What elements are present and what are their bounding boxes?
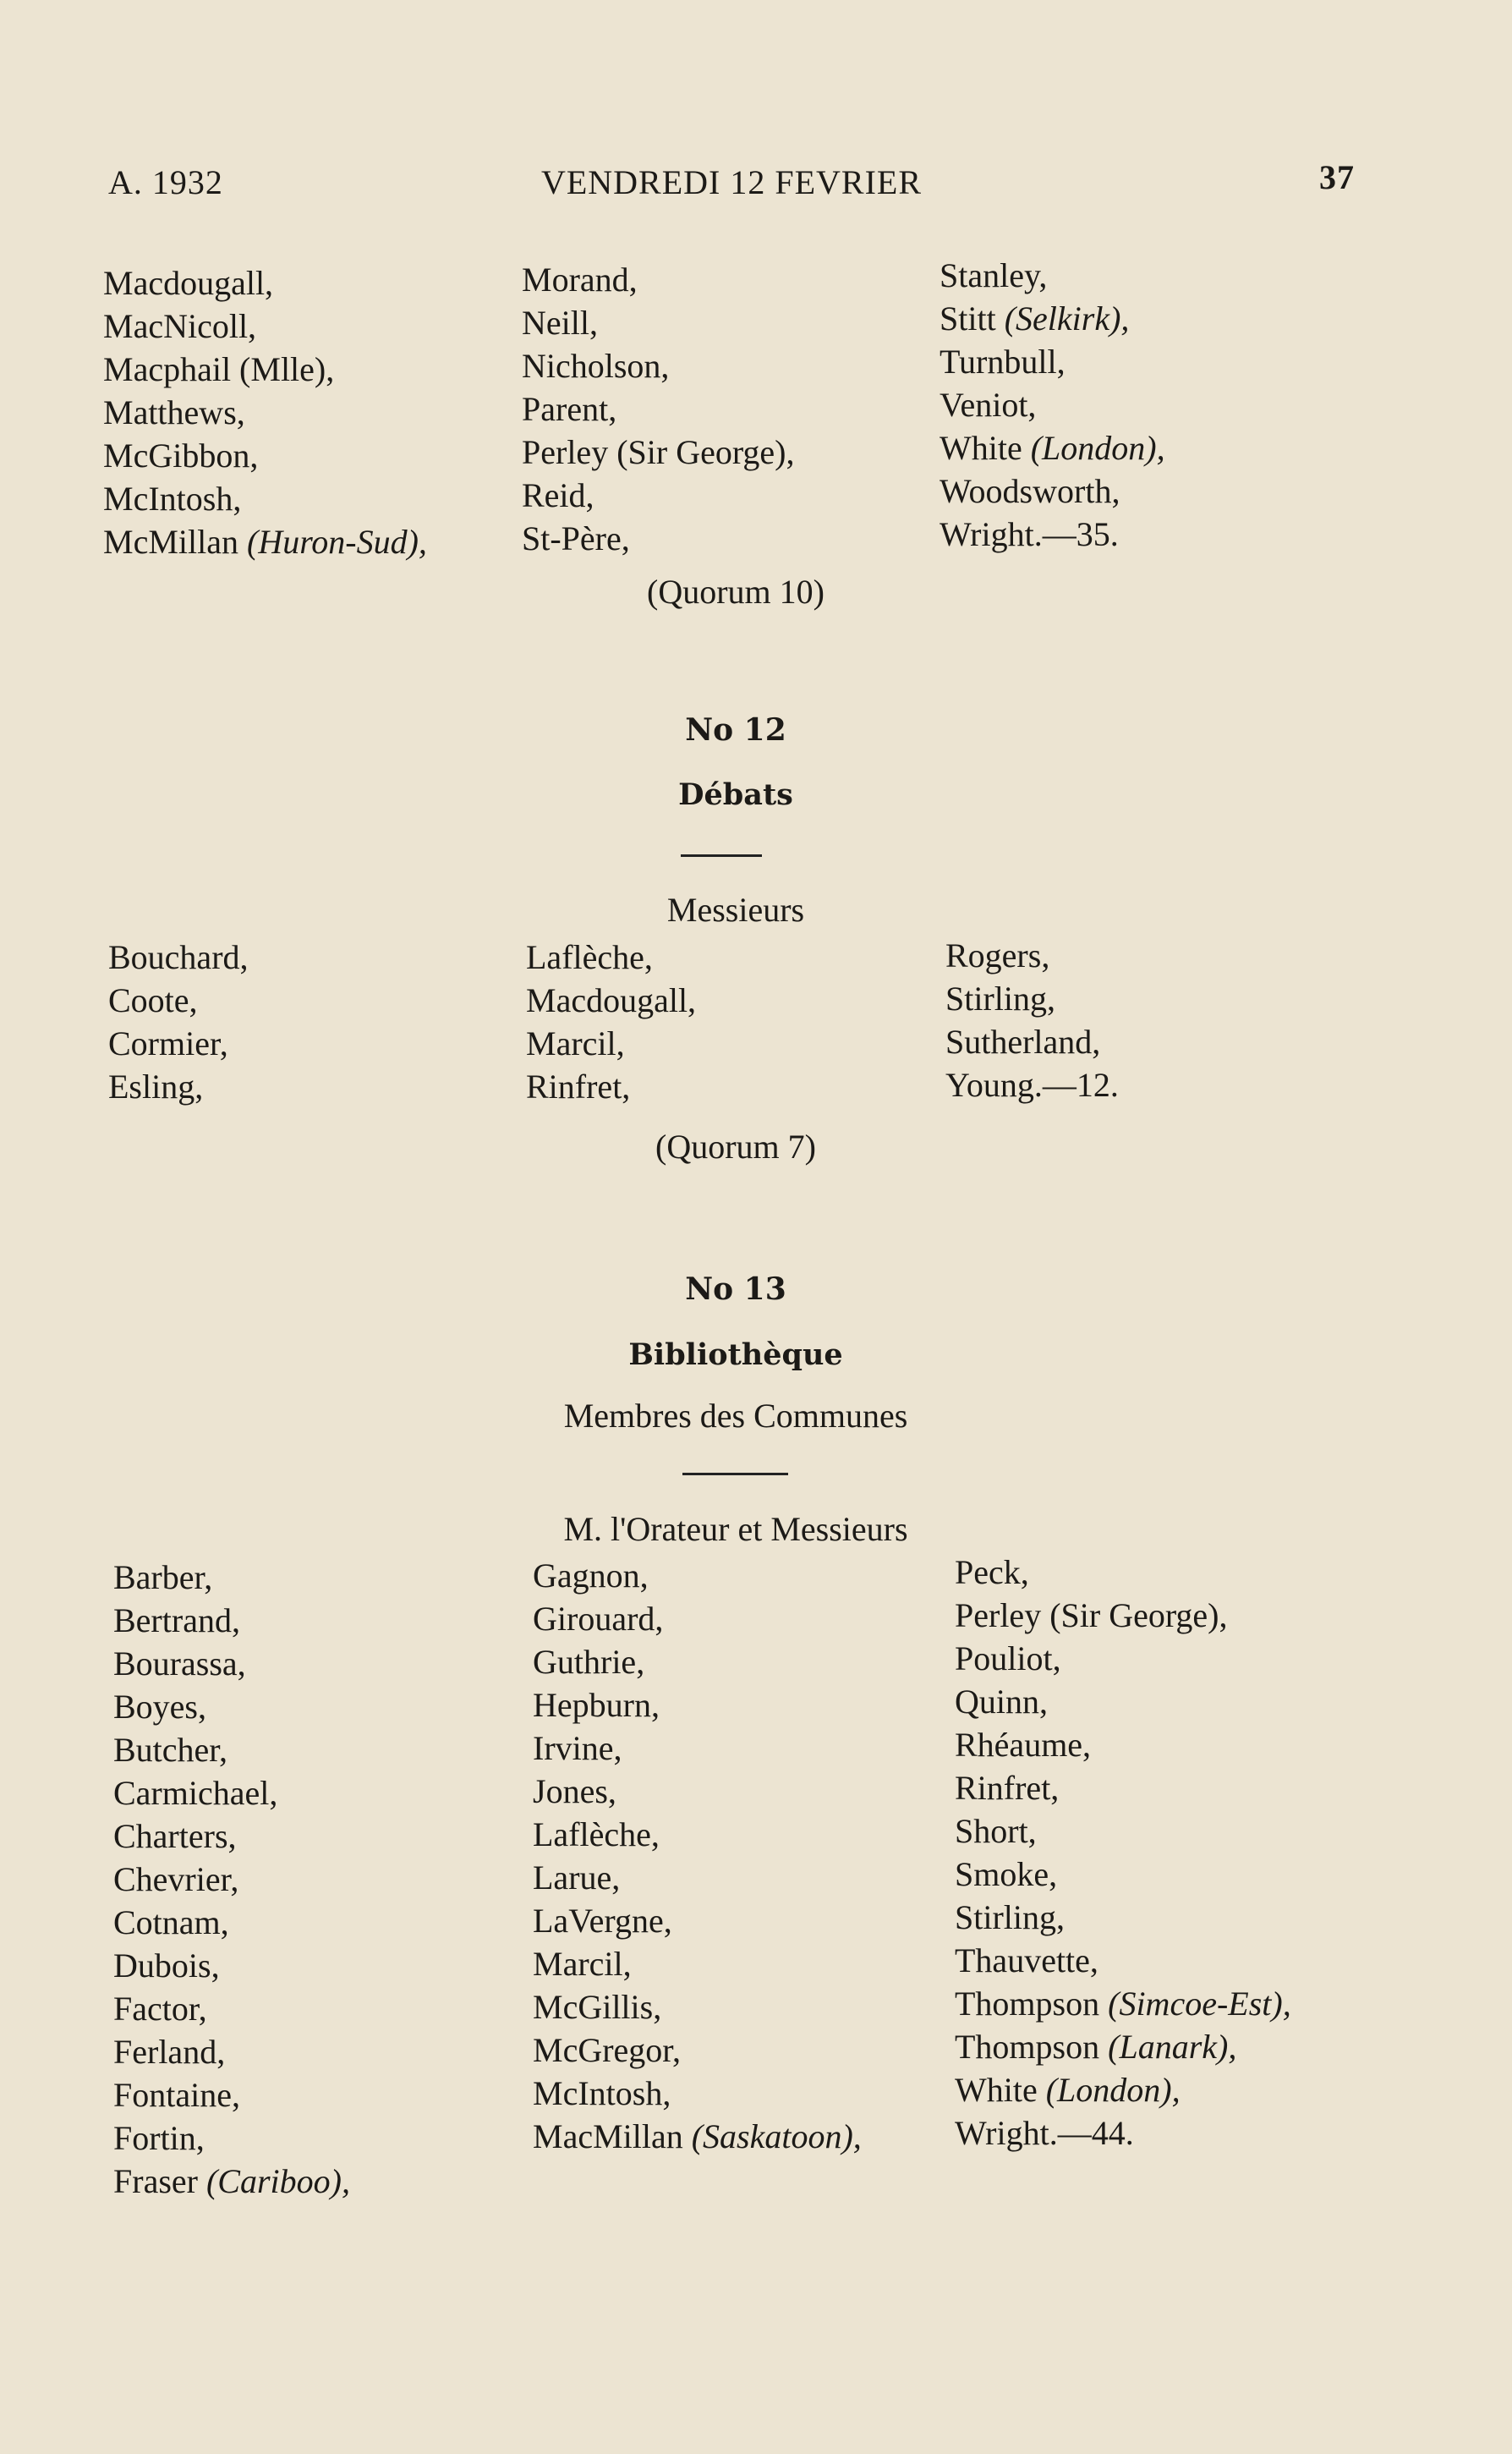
member-name: LaVergne,: [533, 1902, 672, 1940]
member-riding: (Saskatoon),: [691, 2117, 862, 2155]
member-entry: [955, 1853, 1291, 1896]
member-entry: [940, 469, 1165, 513]
member-name: Parent,: [522, 390, 617, 428]
section-13-column-3: [955, 1551, 1291, 2155]
member-entry: [940, 383, 1165, 426]
member-entry: [113, 2160, 350, 2203]
member-name: Carmichael,: [113, 1774, 278, 1812]
section-13-column-2: [533, 1554, 862, 2158]
member-entry: [526, 1065, 696, 1108]
member-name: Sutherland,: [945, 1023, 1101, 1061]
member-name: Laflèche,: [526, 938, 653, 976]
member-entry: [103, 348, 427, 391]
member-name: Macdougall,: [526, 981, 697, 1019]
member-name: Guthrie,: [533, 1643, 645, 1681]
member-name: McGregor,: [533, 2031, 681, 2069]
member-riding: (Simcoe-Est),: [1108, 1985, 1291, 2023]
member-name: Dubois,: [113, 1946, 220, 1985]
member-entry: [533, 1985, 862, 2029]
member-entry: [533, 1554, 862, 1597]
header-year: A. 1932: [108, 163, 223, 201]
member-name: McGillis,: [533, 1988, 662, 2026]
member-entry: [526, 936, 696, 979]
member-name: McGibbon,: [103, 436, 259, 475]
top-list-column-3: [940, 254, 1165, 556]
member-entry: [113, 1858, 350, 1901]
member-name: Rinfret,: [526, 1068, 631, 1106]
member-name: White: [955, 2071, 1038, 2109]
member-entry: [103, 391, 427, 434]
member-name: Butcher,: [113, 1731, 228, 1769]
top-list-column-1: [103, 261, 427, 563]
member-entry: [955, 1551, 1291, 1594]
member-name: Bouchard,: [108, 938, 249, 976]
member-entry: [103, 434, 427, 477]
member-entry: [522, 344, 795, 387]
member-name: Coote,: [108, 981, 198, 1019]
member-name: Fortin,: [113, 2119, 205, 2157]
member-entry: [103, 520, 427, 563]
member-entry: [108, 1065, 249, 1108]
member-entry: [113, 1685, 350, 1728]
member-entry: [522, 431, 795, 474]
member-name: Factor,: [113, 1990, 207, 2028]
member-name: Hepburn,: [533, 1686, 660, 1724]
member-entry: [113, 1901, 350, 1944]
member-entry: [940, 426, 1165, 469]
member-entry: [955, 1680, 1291, 1723]
member-riding: (Cariboo),: [205, 2162, 350, 2200]
section-13-subheading: M. l'Orateur et Messieurs: [563, 1510, 908, 1548]
member-entry: [113, 1728, 350, 1771]
member-name: Macdougall,: [103, 264, 274, 302]
member-entry: [103, 477, 427, 520]
member-entry: [522, 517, 795, 560]
member-riding: (London),: [1030, 429, 1165, 467]
member-entry: [533, 1640, 862, 1683]
member-entry: [103, 261, 427, 305]
section-13-number: No 13: [685, 1271, 786, 1307]
member-name: Jones,: [533, 1772, 616, 1810]
member-name: Young.—12.: [945, 1066, 1119, 1104]
member-riding: (Huron-Sud),: [246, 523, 427, 561]
top-quorum: (Quorum 10): [647, 573, 824, 611]
member-name: MacMillan: [533, 2117, 683, 2155]
member-entry: [955, 2068, 1291, 2111]
member-entry: [113, 2030, 350, 2073]
member-name: McIntosh,: [103, 480, 242, 518]
member-name: Stanley,: [940, 256, 1048, 294]
member-name: Marcil,: [533, 1945, 632, 1983]
member-name: Ferland,: [113, 2033, 226, 2071]
section-12-quorum: (Quorum 7): [655, 1128, 816, 1166]
member-riding: (Lanark),: [1108, 2028, 1237, 2066]
member-entry: [945, 1020, 1119, 1063]
member-entry: [940, 513, 1165, 556]
member-name: Veniot,: [940, 386, 1037, 424]
member-entry: [945, 1063, 1119, 1106]
member-name: Girouard,: [533, 1600, 664, 1638]
member-name: St-Père,: [522, 519, 630, 557]
member-name: Nicholson,: [522, 347, 670, 385]
member-name: Wright.—44.: [955, 2114, 1134, 2152]
member-name: Macphail (Mlle),: [103, 350, 335, 388]
member-name: McIntosh,: [533, 2074, 671, 2112]
member-entry: [522, 474, 795, 517]
member-name: Peck,: [955, 1553, 1029, 1591]
member-entry: [533, 1770, 862, 1813]
member-entry: [533, 2029, 862, 2072]
member-riding: (London),: [1045, 2071, 1181, 2109]
member-name: Laflèche,: [533, 1815, 660, 1853]
member-name: Reid,: [522, 476, 594, 514]
member-name: Stitt: [940, 299, 996, 338]
member-name: Irvine,: [533, 1729, 622, 1767]
member-entry: [113, 1814, 350, 1858]
member-entry: [526, 979, 696, 1022]
member-name: Woodsworth,: [940, 472, 1120, 510]
member-name: Gagnon,: [533, 1556, 649, 1595]
member-entry: [533, 1727, 862, 1770]
member-entry: [940, 254, 1165, 297]
member-entry: [113, 1771, 350, 1814]
member-entry: [940, 340, 1165, 383]
member-name: Rhéaume,: [955, 1726, 1092, 1764]
member-entry: [113, 1642, 350, 1685]
member-name: Stirling,: [955, 1898, 1066, 1936]
section-13-column-1: [113, 1556, 350, 2203]
member-name: Pouliot,: [955, 1639, 1061, 1677]
member-name: Cormier,: [108, 1024, 228, 1062]
member-name: Neill,: [522, 304, 598, 342]
member-name: Smoke,: [955, 1855, 1058, 1893]
member-name: Boyes,: [113, 1688, 206, 1726]
member-name: Wright.—35.: [940, 515, 1119, 553]
member-name: Perley (Sir George),: [955, 1596, 1228, 1634]
member-entry: [522, 301, 795, 344]
member-entry: [955, 1723, 1291, 1766]
member-name: Matthews,: [103, 393, 245, 431]
member-entry: [526, 1022, 696, 1065]
member-entry: [103, 305, 427, 348]
member-name: Charters,: [113, 1817, 237, 1855]
header-date: VENDREDI 12 FEVRIER: [540, 163, 923, 201]
member-entry: [955, 1939, 1291, 1982]
member-entry: [955, 2111, 1291, 2155]
member-entry: [533, 2115, 862, 2158]
member-entry: [533, 1597, 862, 1640]
section-13-divider: [682, 1473, 788, 1475]
member-entry: [955, 1896, 1291, 1939]
page-number: 37: [1319, 158, 1355, 196]
member-name: Thompson: [955, 1985, 1100, 2023]
member-entry: [955, 1982, 1291, 2025]
section-12-number: No 12: [685, 712, 786, 748]
member-entry: [522, 258, 795, 301]
member-name: Short,: [955, 1812, 1037, 1850]
member-name: Larue,: [533, 1858, 621, 1897]
section-12-subheading: Messieurs: [666, 891, 805, 929]
member-entry: [113, 2116, 350, 2160]
member-entry: [533, 1942, 862, 1985]
member-entry: [955, 1809, 1291, 1853]
member-entry: [533, 1683, 862, 1727]
member-name: Rogers,: [945, 936, 1050, 974]
section-12-column-2: [526, 936, 696, 1108]
member-name: Thompson: [955, 2028, 1100, 2066]
member-entry: [945, 934, 1119, 977]
member-entry: [533, 1899, 862, 1942]
member-entry: [522, 387, 795, 431]
member-name: White: [940, 429, 1022, 467]
section-12-title: Débats: [678, 777, 793, 812]
member-entry: [533, 1856, 862, 1899]
member-name: Perley (Sir George),: [522, 433, 795, 471]
member-entry: [108, 979, 249, 1022]
section-12-column-1: [108, 936, 249, 1108]
section-12-divider: [681, 854, 762, 857]
member-entry: [108, 1022, 249, 1065]
section-13-subtitle: Membres des Communes: [563, 1397, 908, 1435]
member-name: Thauvette,: [955, 1941, 1098, 1979]
member-name: McMillan: [103, 523, 238, 561]
member-entry: [113, 1944, 350, 1987]
member-entry: [945, 977, 1119, 1020]
member-entry: [113, 1556, 350, 1599]
member-entry: [955, 2025, 1291, 2068]
member-entry: [955, 1594, 1291, 1637]
member-name: Quinn,: [955, 1683, 1048, 1721]
member-entry: [533, 2072, 862, 2115]
member-name: Cotnam,: [113, 1903, 229, 1941]
member-name: Barber,: [113, 1558, 213, 1596]
member-name: Fraser: [113, 2162, 198, 2200]
member-name: Stirling,: [945, 980, 1056, 1018]
member-name: Bourassa,: [113, 1644, 246, 1683]
member-name: Bertrand,: [113, 1601, 240, 1639]
member-entry: [113, 1987, 350, 2030]
member-entry: [108, 936, 249, 979]
member-riding: (Selkirk),: [1004, 299, 1130, 338]
member-entry: [955, 1637, 1291, 1680]
member-entry: [113, 2073, 350, 2116]
member-entry: [533, 1813, 862, 1856]
member-entry: [955, 1766, 1291, 1809]
member-entry: [113, 1599, 350, 1642]
member-name: Fontaine,: [113, 2076, 240, 2114]
top-list-column-2: [522, 258, 795, 560]
member-name: Chevrier,: [113, 1860, 239, 1898]
section-12-column-3: [945, 934, 1119, 1106]
member-name: Esling,: [108, 1068, 204, 1106]
member-name: Morand,: [522, 261, 638, 299]
member-name: Marcil,: [526, 1024, 625, 1062]
section-13-title: Bibliothèque: [628, 1337, 843, 1372]
member-name: MacNicoll,: [103, 307, 257, 345]
member-name: Rinfret,: [955, 1769, 1060, 1807]
member-entry: [940, 297, 1165, 340]
member-name: Turnbull,: [940, 343, 1066, 381]
